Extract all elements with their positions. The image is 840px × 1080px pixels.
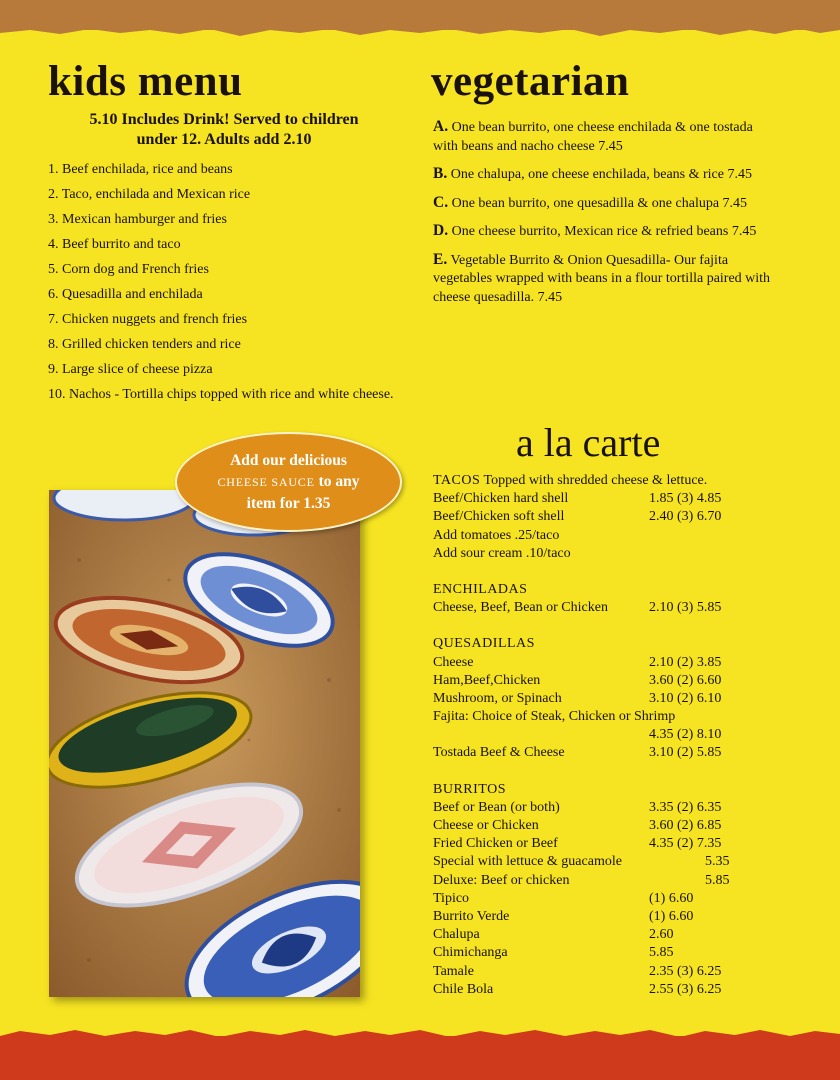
menu-item-name: Add sour cream .10/taco bbox=[433, 545, 571, 561]
menu-item-name: Add tomatoes .25/taco bbox=[433, 527, 560, 543]
kids-menu-item: 7. Chicken nuggets and french fries bbox=[48, 312, 248, 327]
menu-item-price: 5.35 bbox=[705, 854, 730, 870]
menu-row bbox=[433, 726, 793, 744]
menu-row bbox=[433, 872, 793, 890]
menu-item-name: Tipico bbox=[433, 890, 470, 906]
menu-item-name: Burrito Verde bbox=[433, 908, 510, 924]
vegetarian-item-text: One bean burrito, one quesadilla & one chalupa 7.45 bbox=[448, 195, 748, 211]
menu-row bbox=[433, 853, 793, 871]
menu-item-price: 3.60 (2) 6.85 bbox=[649, 818, 722, 833]
kids-menu-title: kids menu bbox=[48, 58, 243, 105]
menu-item-price: 2.55 (3) 6.25 bbox=[649, 981, 722, 997]
a-la-carte-title: a la carte bbox=[516, 420, 661, 465]
burritos-header bbox=[433, 781, 793, 799]
menu-row bbox=[433, 835, 793, 853]
a-la-carte-section bbox=[433, 472, 793, 999]
vegetarian-title: vegetarian bbox=[431, 58, 630, 105]
menu-row bbox=[433, 527, 793, 545]
menu-item-price: 5.85 bbox=[705, 872, 730, 888]
burritos-heading: BURRITOS bbox=[433, 781, 506, 797]
promo-line-3: item for 1.35 bbox=[246, 495, 331, 512]
kids-subtitle-line-1: 5.10 Includes Drink! Served to children bbox=[89, 111, 359, 128]
kids-menu-item: 2. Taco, enchilada and Mexican rice bbox=[48, 187, 251, 202]
menu-item-price: 2.60 bbox=[649, 927, 674, 943]
menu-row bbox=[433, 690, 793, 708]
menu-item-name: Fried Chicken or Beef bbox=[433, 836, 558, 852]
menu-item-price: 2.40 (3) 6.70 bbox=[649, 509, 722, 525]
burritos-rows bbox=[433, 799, 793, 999]
vegetarian-item-letter: A. bbox=[433, 118, 449, 135]
menu-row bbox=[433, 490, 793, 508]
quesadillas-header bbox=[433, 635, 793, 653]
kids-menu-item: 10. Nachos - Tortilla chips topped with rice and white cheese. bbox=[48, 387, 394, 402]
kids-menu-item: 1. Beef enchilada, rice and beans bbox=[48, 162, 233, 177]
menu-row bbox=[433, 508, 793, 526]
vegetarian-item bbox=[433, 165, 773, 185]
menu-item-name: Fajita: Choice of Steak, Chicken or Shrimp bbox=[433, 709, 676, 725]
menu-row bbox=[433, 799, 793, 817]
bottom-border-band bbox=[0, 1036, 840, 1080]
enchiladas-header bbox=[433, 581, 793, 599]
enchiladas-rows bbox=[433, 599, 793, 617]
vegetarian-item-letter: D. bbox=[433, 222, 449, 239]
menu-item-name: Cheese, Beef, Bean or Chicken bbox=[433, 600, 608, 616]
kids-menu-item: 6. Quesadilla and enchilada bbox=[48, 287, 203, 302]
quesadillas-rows bbox=[433, 654, 793, 763]
menu-row bbox=[433, 817, 793, 835]
top-border-rough-edge bbox=[0, 24, 840, 38]
promo-line-1: Add our delicious bbox=[230, 452, 347, 469]
menu-item-price: 2.35 (3) 6.25 bbox=[649, 963, 722, 979]
vegetarian-item bbox=[433, 194, 773, 214]
promo-cheese-sauce: CHEESE SAUCE bbox=[217, 475, 315, 489]
menu-row bbox=[433, 545, 793, 563]
kids-menu-subtitle bbox=[48, 110, 400, 150]
menu-row bbox=[433, 672, 793, 690]
vegetarian-item-text: One cheese burrito, Mexican rice & refried beans 7.45 bbox=[448, 224, 757, 239]
kids-menu-item: 9. Large slice of cheese pizza bbox=[48, 362, 213, 377]
vegetarian-item bbox=[433, 251, 773, 308]
menu-item-name: Tostada Beef & Cheese bbox=[433, 745, 565, 761]
menu-item-name: Tamale bbox=[433, 963, 474, 979]
tacos-header bbox=[433, 472, 793, 490]
menu-row bbox=[433, 944, 793, 962]
menu-row bbox=[433, 890, 793, 908]
menu-row bbox=[433, 744, 793, 762]
menu-item-name: Ham,Beef,Chicken bbox=[433, 672, 541, 688]
vegetarian-item-text: One chalupa, one cheese enchilada, beans & rice 7.45 bbox=[447, 167, 752, 182]
kids-menu-item: 4. Beef burrito and taco bbox=[48, 237, 181, 252]
vegetarian-item-text: Vegetable Burrito & Onion Quesadilla- Our fajita vegetables wrapped with beans in a flour tortilla paired with cheese quesadilla. 7.45 bbox=[433, 252, 771, 305]
vegetarian-item bbox=[433, 118, 773, 156]
menu-row bbox=[433, 963, 793, 981]
menu-item-name: Beef/Chicken soft shell bbox=[433, 509, 565, 525]
menu-row bbox=[433, 908, 793, 926]
kids-menu-item: 5. Corn dog and French fries bbox=[48, 262, 209, 277]
menu-row bbox=[433, 708, 793, 726]
menu-item-name: Mushroom, or Spinach bbox=[433, 690, 562, 706]
menu-item-price: 2.10 (2) 3.85 bbox=[649, 654, 722, 670]
cheese-sauce-promo bbox=[175, 432, 402, 532]
kids-menu-item: 3. Mexican hamburger and fries bbox=[48, 212, 227, 227]
ceramic-bowls-photo bbox=[49, 490, 360, 997]
menu-item-price: 5.85 bbox=[649, 945, 674, 961]
kids-subtitle-line-2: under 12. Adults add 2.10 bbox=[136, 131, 312, 148]
quesadillas-heading: QUESADILLAS bbox=[433, 636, 535, 652]
tacos-note: Topped with shredded cheese & lettuce. bbox=[480, 473, 708, 488]
menu-item-name: Beef/Chicken hard shell bbox=[433, 491, 569, 507]
vegetarian-list bbox=[433, 118, 773, 316]
menu-item-price: 1.85 (3) 4.85 bbox=[649, 491, 722, 507]
vegetarian-item-text: One bean burrito, one cheese enchilada & one tostada with beans and nacho cheese 7.45 bbox=[433, 120, 753, 154]
enchiladas-heading: ENCHILADAS bbox=[433, 581, 528, 597]
kids-menu-list bbox=[48, 161, 400, 411]
menu-item-name: Deluxe: Beef or chicken bbox=[433, 872, 570, 888]
menu-item-name: Cheese bbox=[433, 654, 474, 670]
menu-item-name: Cheese or Chicken bbox=[433, 818, 539, 833]
vegetarian-item-letter: C. bbox=[433, 193, 449, 211]
tacos-rows bbox=[433, 490, 793, 563]
menu-item-price: 2.10 (3) 5.85 bbox=[649, 600, 722, 616]
vegetarian-item-letter: E. bbox=[433, 250, 448, 268]
vegetarian-item-letter: B. bbox=[433, 165, 448, 182]
menu-item-price: (1) 6.60 bbox=[649, 890, 694, 906]
menu-item-name: Chimichanga bbox=[433, 945, 508, 961]
menu-item-price: 3.10 (2) 6.10 bbox=[649, 690, 722, 706]
menu-row bbox=[433, 599, 793, 617]
menu-item-name: Beef or Bean (or both) bbox=[433, 799, 560, 815]
menu-item-price: 4.35 (2) 7.35 bbox=[649, 836, 722, 852]
menu-row bbox=[433, 654, 793, 672]
menu-row bbox=[433, 926, 793, 944]
kids-menu-item: 8. Grilled chicken tenders and rice bbox=[48, 337, 241, 352]
menu-item-price: (1) 6.60 bbox=[649, 908, 694, 924]
menu-item-price: 3.60 (2) 6.60 bbox=[649, 672, 722, 688]
vegetarian-item bbox=[433, 222, 773, 242]
menu-item-price: 4.35 (2) 8.10 bbox=[649, 727, 722, 743]
promo-line-2 bbox=[177, 471, 400, 493]
menu-item-name: Chile Bola bbox=[433, 981, 494, 997]
promo-line-2-rest: to any bbox=[314, 473, 360, 490]
menu-item-price: 3.35 (2) 6.35 bbox=[649, 799, 722, 815]
menu-item-name: Special with lettuce & guacamole bbox=[433, 854, 622, 870]
menu-row bbox=[433, 981, 793, 999]
menu-item-name: Chalupa bbox=[433, 927, 480, 943]
tacos-heading: TACOS bbox=[433, 473, 481, 488]
menu-item-price: 3.10 (2) 5.85 bbox=[649, 745, 722, 761]
bowls-illustration bbox=[49, 490, 360, 997]
